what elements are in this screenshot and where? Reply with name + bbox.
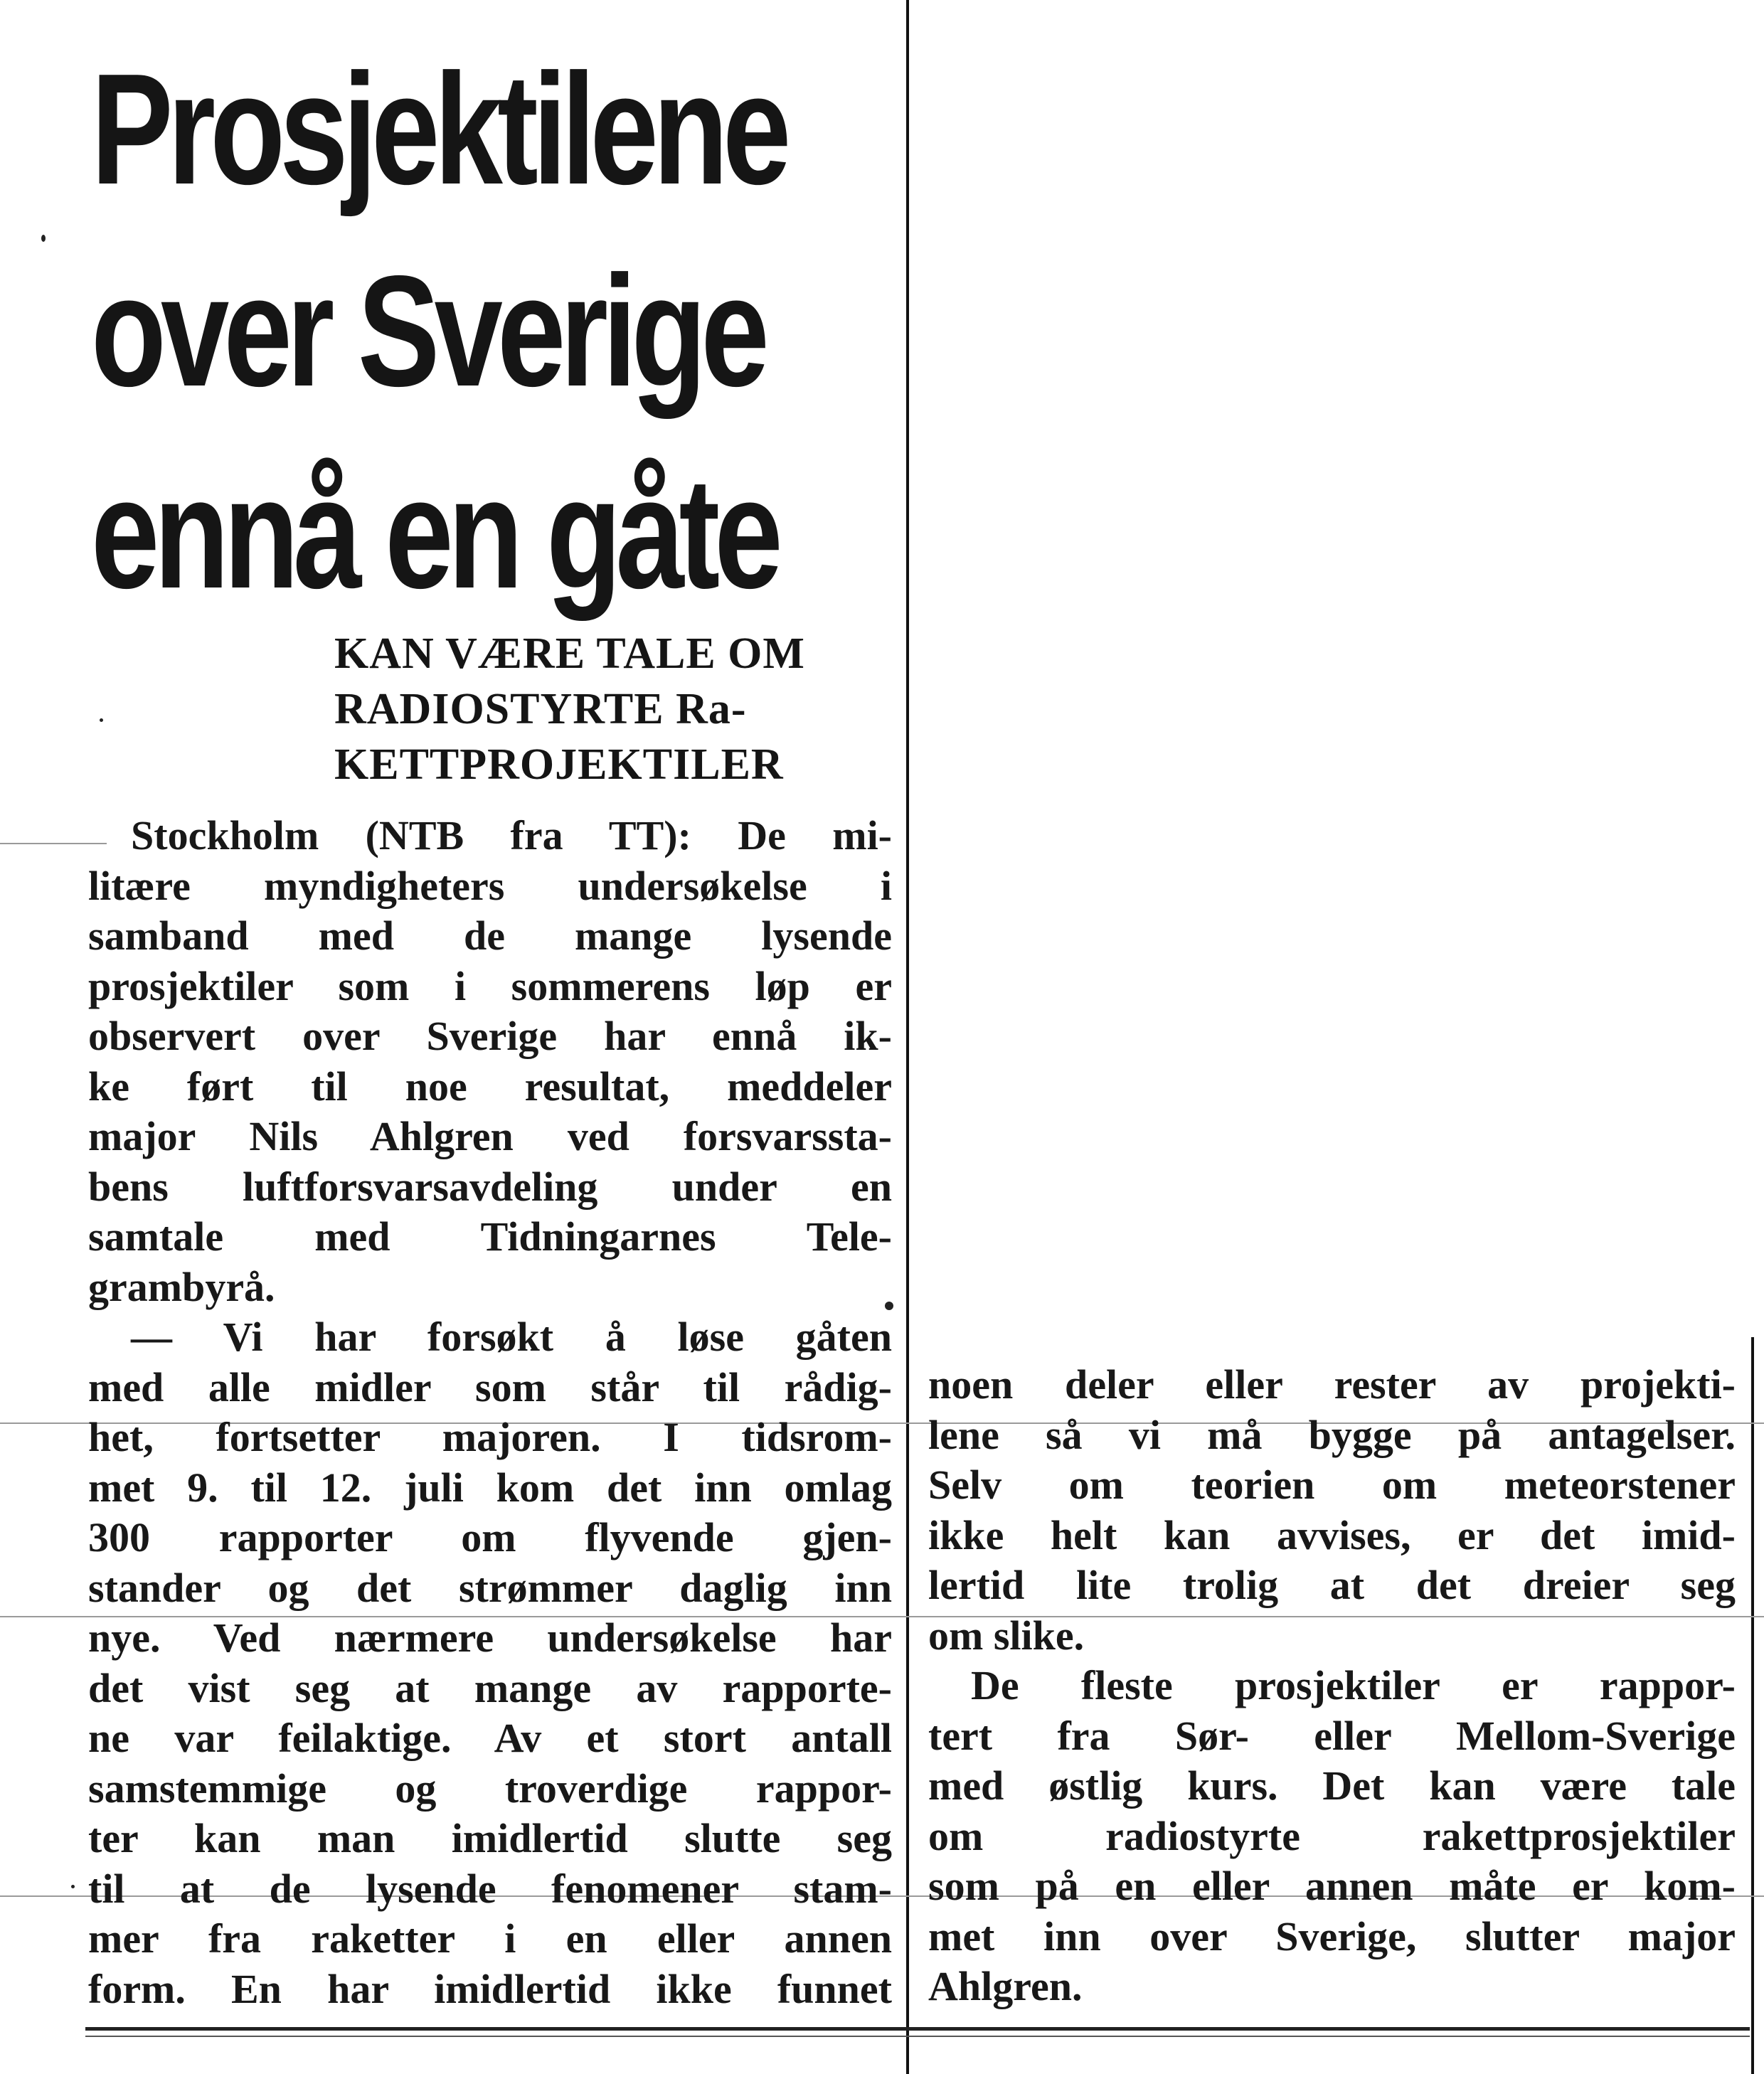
- body-line: form. En har imidlertid ikke funnet: [88, 1965, 892, 2012]
- body-line: stander og det strømmer daglig inn: [88, 1564, 892, 1611]
- subheading-line: KAN VÆRE TALE OM: [334, 629, 805, 678]
- scan-speck: [885, 1302, 893, 1310]
- body-line: ter kan man imidlertid slutte seg: [88, 1815, 892, 1861]
- body-line: noen deler eller rester av projekti-: [928, 1361, 1736, 1408]
- headline-line: ennå en gåte: [91, 445, 777, 622]
- article-column-right: [928, 1360, 1736, 2012]
- body-line: major Nils Ahlgren ved forsvarssta-: [88, 1113, 892, 1159]
- body-line: med alle midler som står til rådig-: [88, 1363, 892, 1410]
- subheading: [334, 626, 903, 792]
- headline: [91, 28, 786, 634]
- body-line: lertid lite trolig at det dreier seg: [928, 1562, 1736, 1608]
- subheading-line: RADIOSTYRTE Ra-: [334, 685, 747, 733]
- article-column-left: [88, 811, 892, 2014]
- headline-line: over Sverige: [91, 243, 764, 420]
- body-line: det vist seg at mange av rapporte-: [88, 1664, 892, 1711]
- right-edge-rule: [1751, 1337, 1754, 2074]
- body-line: observert over Sverige har ennå ik-: [88, 1013, 892, 1059]
- body-line: Stockholm (NTB fra TT): De mi-: [131, 812, 892, 858]
- body-line: som på en eller annen måte er kom-: [928, 1863, 1736, 1909]
- body-line: ne var feilaktige. Av et stort antall: [88, 1715, 892, 1761]
- body-line: Selv om teorien om meteorstener: [928, 1462, 1736, 1508]
- column-divider: [906, 0, 909, 2074]
- body-line: bens luftforsvarsavdeling under en: [88, 1163, 892, 1210]
- body-line: prosjektiler som i sommerens løp er: [88, 962, 892, 1009]
- body-line: met 9. til 12. juli kom det inn omlag: [88, 1464, 892, 1511]
- body-line: tert fra Sør- eller Mellom-Sverige: [928, 1712, 1736, 1759]
- body-line: grambyrå.: [88, 1263, 275, 1310]
- body-line: ikke helt kan avvises, er det imid-: [928, 1511, 1736, 1558]
- body-line: med østlig kurs. Det kan være tale: [928, 1762, 1736, 1809]
- body-line: mer fra raketter i en eller annen: [88, 1915, 892, 1962]
- body-line: litære myndigheters undersøkelse i: [88, 862, 892, 909]
- bottom-rule: [85, 2036, 1750, 2037]
- subheading-line: KETTPROJEKTILER: [334, 740, 784, 789]
- body-line: De fleste prosjektiler er rappor-: [971, 1662, 1736, 1708]
- headline-line: Prosjektilene: [91, 41, 786, 218]
- body-line: samtale med Tidningarnes Tele-: [88, 1213, 892, 1260]
- body-line: met inn over Sverige, slutter major: [928, 1913, 1736, 1959]
- body-line: het, fortsetter majoren. I tidsrom-: [88, 1414, 892, 1460]
- body-line: til at de lysende fenomener stam-: [88, 1865, 892, 1912]
- body-line: samband med de mange lysende: [88, 913, 892, 959]
- body-line: Ahlgren.: [928, 1963, 1083, 2009]
- body-line: — Vi har forsøkt å løse gåten: [131, 1314, 892, 1360]
- body-line: 300 rapporter om flyvende gjen-: [88, 1514, 892, 1560]
- body-line: nye. Ved nærmere undersøkelse har: [88, 1615, 892, 1661]
- scan-speck: [100, 718, 103, 722]
- body-line: ke ført til noe resultat, meddeler: [88, 1063, 892, 1110]
- body-line: om slike.: [928, 1612, 1085, 1659]
- body-line: lene så vi må bygge på antagelser.: [928, 1411, 1736, 1458]
- scan-speck: [41, 235, 46, 242]
- body-line: om radiostyrte rakettprosjektiler: [928, 1812, 1736, 1859]
- body-line: samstemmige og troverdige rappor-: [88, 1765, 892, 1812]
- scan-speck: [71, 1885, 75, 1888]
- bottom-rule: [85, 2027, 1750, 2031]
